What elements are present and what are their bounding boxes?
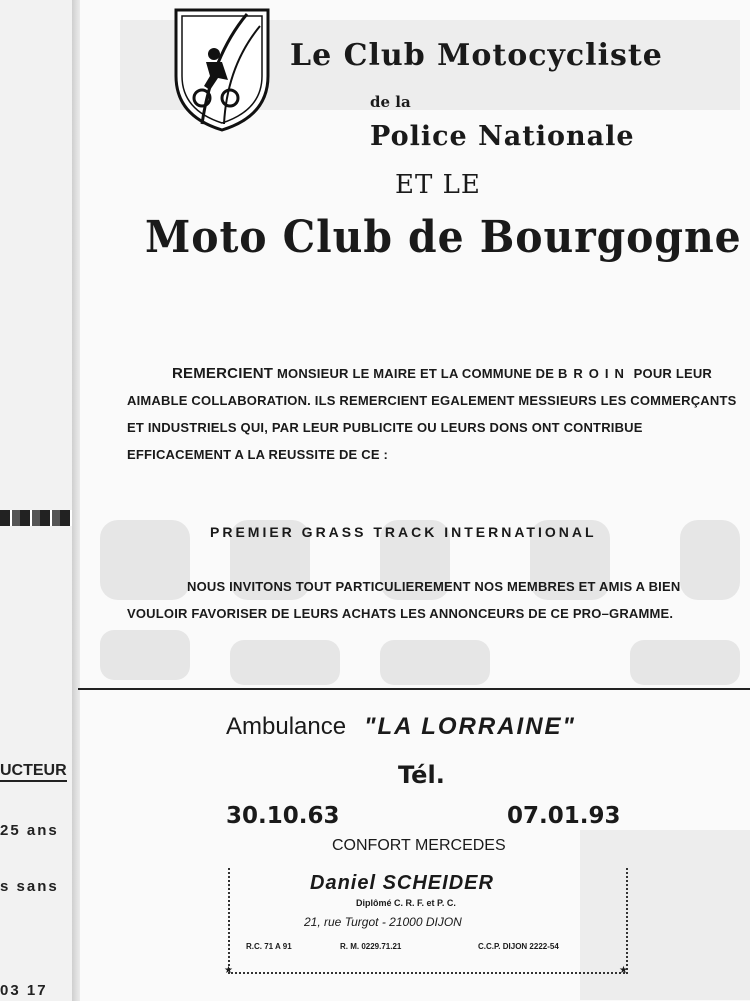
left-page-fragment: s sans: [0, 878, 59, 895]
left-page-fragment: UCTEUR: [0, 762, 67, 779]
phone-label: Tél.: [398, 761, 445, 789]
phone-number-1: 30.10.63: [226, 803, 340, 829]
confort-line: CONFORT MERCEDES: [332, 837, 506, 854]
invitation-paragraph: NOUS INVITONS TOUT PARTICULIEREMENT NOS MEMBRES ET AMIS A BIEN VOULOIR FAVORISER DE LEURS ACHATS LES ANNONCEURS DE CE PRO–GRAMME.: [127, 579, 681, 621]
club-name-line-3: Police Nationale: [370, 121, 635, 152]
left-page-fragment: 03 17: [0, 982, 48, 999]
decorative-border: [0, 510, 78, 526]
event-title: PREMIER GRASS TRACK INTERNATIONAL: [210, 524, 597, 540]
ambulance-heading: Ambulance "LA LORRAINE": [226, 713, 576, 740]
diploma-line: Diplômé C. R. F. et P. C.: [356, 898, 456, 908]
rm-number: R. M. 0229.71.21: [340, 942, 402, 951]
club-shield-logo: [172, 6, 272, 134]
club-name-line-2: de la: [370, 93, 411, 111]
page-fold: [72, 0, 80, 1001]
divider: [78, 688, 750, 690]
thanks-paragraph: REMERCIENT MONSIEUR LE MAIRE ET LA COMMUNE DE BROIN POUR LEUR AIMABLE COLLABORATION. ILS REMERCIENT EGALEMENT MESSIEURS LES COMMERÇANTS ET INDUSTRIELS QUI, PAR LEUR PUBLICITE OU LEURS DONS ONT CONTRIBUE EFFICACEMENT A LA REUSSITE DE CE :: [127, 365, 737, 462]
left-page-strip: [0, 0, 80, 1001]
moto-club-title: Moto Club de Bourgogne: [145, 212, 742, 263]
owner-name: Daniel SCHEIDER: [310, 872, 494, 894]
club-name-line-1: Le Club Motocycliste: [290, 38, 663, 73]
phone-number-2: 07.01.93: [507, 803, 621, 829]
rc-number: R.C. 71 A 91: [246, 942, 292, 951]
ccp-number: C.C.P. DIJON 2222-54: [478, 942, 559, 951]
left-page-fragment: 25 ans: [0, 822, 59, 839]
thanks-lead: REMERCIENT: [172, 365, 274, 382]
ambulance-name: "LA LORRAINE": [364, 713, 576, 740]
star-ornament-icon: ★: [224, 965, 233, 976]
star-ornament-icon: ★: [619, 965, 628, 976]
address-line: 21, rue Turgot - 21000 DIJON: [304, 915, 462, 929]
town-name: BROIN: [557, 366, 630, 381]
conjunction-line: ET LE: [395, 170, 481, 200]
